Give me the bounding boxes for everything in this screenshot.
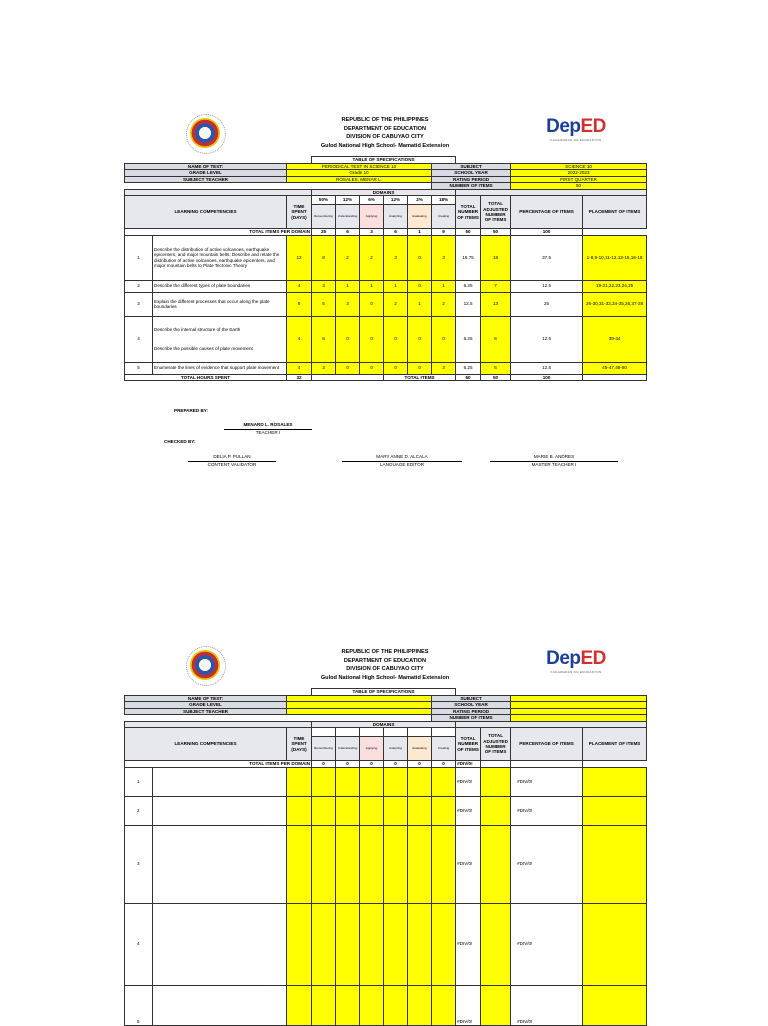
domain-count: 3 <box>312 362 336 374</box>
total-number-header: TOTAL NUMBER OF ITEMS <box>456 196 481 229</box>
time-spent-header: TIME SPENT (DAYS) <box>287 196 312 229</box>
row-number: 5 <box>125 362 153 374</box>
percentage: #DIV/0! <box>511 825 583 903</box>
domain-total: 0 <box>384 761 408 768</box>
total-items-per-domain-label: TOTAL ITEMS PER DOMAIN <box>125 229 312 236</box>
label-rating-period: RATING PERIOD <box>432 708 511 715</box>
deped-logo: DepED KAGAWARAN NG EDUKASYON <box>544 648 608 674</box>
domain-count: 1 <box>408 292 432 316</box>
placement: 45-47,48-50 <box>583 362 647 374</box>
tos-page-1 <box>124 112 646 467</box>
domain-count: 3 <box>312 280 336 292</box>
domain-count: 0 <box>432 316 456 362</box>
total-items-value: 50 <box>456 374 481 381</box>
domain-name: Remembering <box>312 205 336 229</box>
header-line: REPUBLIC OF THE PHILIPPINES <box>341 649 429 655</box>
domain-count: 0 <box>408 362 432 374</box>
percentage: 37.5 <box>511 235 583 280</box>
percentage: 12.5 <box>511 362 583 374</box>
learning-competencies-header: LEARNING COMPETENCIES <box>125 728 287 761</box>
percentage: #DIV/0! <box>511 796 583 825</box>
domain-count: 0 <box>384 362 408 374</box>
header-line: DIVISION OF CABUYAO CITY <box>346 134 424 140</box>
total-number: #DIV/0! <box>456 985 481 1025</box>
total-adjusted-value: 50 <box>481 374 511 381</box>
domain-count: 5 <box>312 292 336 316</box>
domain-count: 0 <box>360 316 384 362</box>
competency-text: Describe the different types of plate boundaries <box>153 280 287 292</box>
adjusted-number: 6 <box>481 362 511 374</box>
time-spent: 12 <box>287 235 312 280</box>
table-row <box>125 362 647 374</box>
table-row <box>125 796 647 825</box>
checker-title: LANGUAGE EDITOR <box>379 462 425 467</box>
total-items-label: TOTAL ITEMS <box>384 374 456 381</box>
prepared-by-label: PREPARED BY: <box>174 408 209 413</box>
domain-name: Analyzing <box>384 205 408 229</box>
domain-count: 0 <box>408 316 432 362</box>
domain-count: 2 <box>432 292 456 316</box>
domain-count: 2 <box>360 235 384 280</box>
total-hours-value: 32 <box>287 374 312 381</box>
competency-text: Explain the different processes that occur along the plate boundaries <box>153 292 287 316</box>
school-year-value: 2022-2023 <box>511 170 647 177</box>
row-number: 3 <box>125 825 153 903</box>
document-header <box>124 644 646 688</box>
domain-total: 1 <box>408 229 432 236</box>
tos-page-2 <box>124 644 646 1026</box>
row-number: 1 <box>125 235 153 280</box>
table-row <box>125 903 647 985</box>
label-subject: SUBJECT <box>432 163 511 170</box>
domain-total: #DIV/0! <box>456 761 481 768</box>
table-row <box>125 280 647 292</box>
domain-count: 2 <box>336 235 360 280</box>
percentage-header: PERCENTAGE OF ITEMS <box>511 728 583 761</box>
total-number: 6.25 <box>456 362 481 374</box>
domain-name: Analyzing <box>384 737 408 761</box>
domain-count: 0 <box>360 362 384 374</box>
tos-table-1 <box>124 156 647 381</box>
domain-count: 3 <box>336 292 360 316</box>
adjusted-number: 13 <box>481 292 511 316</box>
number-of-items-value: 50 <box>511 183 647 190</box>
header-line: REPUBLIC OF THE PHILIPPINES <box>341 117 429 123</box>
label-subject-teacher: SUBJECT TEACHER <box>125 708 287 715</box>
label-rating-period: RATING PERIOD <box>432 176 511 183</box>
domain-count: 0 <box>384 316 408 362</box>
table-row <box>125 316 647 362</box>
domain-total: 0 <box>360 761 384 768</box>
document-header <box>124 112 646 156</box>
row-number: 3 <box>125 292 153 316</box>
label-subject-teacher: SUBJECT TEACHER <box>125 176 287 183</box>
table-row <box>125 292 647 316</box>
domain-total: 6 <box>384 229 408 236</box>
domain-name: Remembering <box>312 737 336 761</box>
domain-count: 3 <box>384 235 408 280</box>
header-line: DIVISION OF CABUYAO CITY <box>346 666 424 672</box>
deped-tagline: KAGAWARAN NG EDUKASYON <box>550 670 602 674</box>
time-spent: 4 <box>287 316 312 362</box>
adjusted-number: 6 <box>481 316 511 362</box>
competency-line: Describe the possible causes of plate movement <box>154 346 253 351</box>
row-number: 2 <box>125 796 153 825</box>
total-percentage-value: 100 <box>511 374 583 381</box>
total-number: #DIV/0! <box>456 903 481 985</box>
domain-total: 100 <box>511 229 583 236</box>
rating-period-value: FIRST QUARTER <box>511 176 647 183</box>
learning-competencies-header: LEARNING COMPETENCIES <box>125 196 287 229</box>
domain-name: Evaluating <box>408 737 432 761</box>
time-spent-header: TIME SPENT (DAYS) <box>287 728 312 761</box>
total-number: 6.25 <box>456 280 481 292</box>
domain-total: 25 <box>312 229 336 236</box>
competency-text: Describe the distribution of active volcanoes, earthquake epicenters, and major mountain belts; Describe and relate the distribution of active volcanoes, earthquake epicenters, and major mountain belts to Plate Tectonic Theory <box>153 235 287 280</box>
label-school-year: SCHOOL YEAR <box>432 170 511 177</box>
preparer-name: MENARD L. ROSALES <box>243 422 293 427</box>
domain-count: 2 <box>384 292 408 316</box>
table-row <box>125 235 647 280</box>
domain-pct: 2% <box>408 196 432 205</box>
domain-total: 0 <box>312 761 336 768</box>
domain-count: 8 <box>312 235 336 280</box>
domain-total: 6 <box>336 229 360 236</box>
domain-total: 9 <box>432 229 456 236</box>
subject-teacher-value: ROSALES, MENAR L. <box>287 176 432 183</box>
total-number: 6.25 <box>456 316 481 362</box>
domain-name: Understanding <box>336 737 360 761</box>
total-number: 18.75 <box>456 235 481 280</box>
total-number: #DIV/0! <box>456 825 481 903</box>
placement-header: PLACEMENT OF ITEMS <box>583 728 647 761</box>
header-line: DEPARTMENT OF EDUCATION <box>343 125 427 132</box>
row-number: 1 <box>125 767 153 796</box>
total-number: #DIV/0! <box>456 767 481 796</box>
domain-count: 0 <box>336 362 360 374</box>
tos-table-2 <box>124 688 647 1026</box>
percentage: 25 <box>511 292 583 316</box>
label-number-of-items: NUMBER OF ITEMS <box>432 715 511 722</box>
competency-text <box>153 316 287 362</box>
placement: 1-8,9-10,11-12,13-15,16-18 <box>583 235 647 280</box>
competency-text: Enumerate the lines of evidence that support plate movement <box>153 362 287 374</box>
time-spent: 4 <box>287 362 312 374</box>
label-grade-level: GRADE LEVEL <box>125 170 287 177</box>
adjusted-number: 18 <box>481 235 511 280</box>
domain-count: 3 <box>432 235 456 280</box>
row-number: 2 <box>125 280 153 292</box>
checker-name: DELIA P. PULLAN <box>213 454 251 459</box>
header-line: Gulod National High School- Mamatid Extension <box>320 674 450 681</box>
row-number: 4 <box>125 316 153 362</box>
domain-name: Understanding <box>336 205 360 229</box>
label-name-of-test: NAME OF TEST: <box>125 695 287 702</box>
total-number: #DIV/0! <box>456 796 481 825</box>
total-items-per-domain-label: TOTAL ITEMS PER DOMAIN <box>125 761 312 768</box>
domain-total: 50 <box>481 229 511 236</box>
grade-level-value: Grade 10 <box>287 170 432 177</box>
checker-title: MASTER TEACHER I <box>531 462 577 467</box>
placement: 19-21,22,23,24,25 <box>583 280 647 292</box>
placement-header: PLACEMENT OF ITEMS <box>583 196 647 229</box>
deped-logo: DepED KAGAWARAN NG EDUKASYON <box>544 116 608 142</box>
subject-value: SCIENCE 10 <box>511 163 647 170</box>
domain-count: 0 <box>336 316 360 362</box>
domain-pct: 12% <box>384 196 408 205</box>
domains-header: DOMAINS <box>312 721 456 728</box>
total-number: 12.5 <box>456 292 481 316</box>
label-grade-level: GRADE LEVEL <box>125 702 287 709</box>
domain-total: 0 <box>408 761 432 768</box>
name-of-test-value: PERIODICAL TEST IN SCIENCE 10 <box>287 163 432 170</box>
domain-name: Applying <box>360 737 384 761</box>
row-number: 4 <box>125 903 153 985</box>
checker-name: MARIE B. ANDRES <box>533 454 575 459</box>
domain-name: Applying <box>360 205 384 229</box>
label-school-year: SCHOOL YEAR <box>432 702 511 709</box>
domain-total: 0 <box>432 761 456 768</box>
domain-total: 50 <box>456 229 481 236</box>
preparer-title: TEACHER I <box>255 430 281 435</box>
percentage: #DIV/0! <box>511 767 583 796</box>
placement: 39-44 <box>583 316 647 362</box>
table-row <box>125 985 647 1025</box>
total-hours-spent-label: TOTAL HOURS SPENT <box>125 374 287 381</box>
placement: 26-30,31-33,34-35,36,37-38 <box>583 292 647 316</box>
domain-count: 3 <box>432 362 456 374</box>
table-title: TABLE OF SPECIFICATIONS <box>312 689 456 696</box>
domain-name: Evaluating <box>408 205 432 229</box>
domain-pct: 12% <box>336 196 360 205</box>
row-number: 5 <box>125 985 153 1025</box>
table-row <box>125 825 647 903</box>
domain-count: 0 <box>408 280 432 292</box>
domain-count: 0 <box>360 292 384 316</box>
total-adjusted-header: TOTAL ADJUSTED NUMBER OF ITEMS <box>481 728 511 761</box>
domains-header: DOMAINS <box>312 189 456 196</box>
domain-pct: 18% <box>432 196 456 205</box>
domain-pct: 50% <box>312 196 336 205</box>
percentage: #DIV/0! <box>511 903 583 985</box>
checked-by-label: CHECKED BY: <box>164 439 196 444</box>
domain-name: Creating <box>432 205 456 229</box>
adjusted-number: 7 <box>481 280 511 292</box>
time-spent: 8 <box>287 292 312 316</box>
header-line: Gulod National High School- Mamatid Extension <box>320 142 450 149</box>
table-title: TABLE OF SPECIFICATIONS <box>312 157 456 164</box>
domain-total: 3 <box>360 229 384 236</box>
total-adjusted-header: TOTAL ADJUSTED NUMBER OF ITEMS <box>481 196 511 229</box>
percentage: 12.5 <box>511 280 583 292</box>
percentage: #DIV/0! <box>511 985 583 1025</box>
time-spent: 4 <box>287 280 312 292</box>
deped-tagline: KAGAWARAN NG EDUKASYON <box>550 138 602 142</box>
label-subject: SUBJECT <box>432 695 511 702</box>
domain-count: 6 <box>312 316 336 362</box>
checker-title: CONTENT VALIDATOR <box>207 462 257 467</box>
label-name-of-test: NAME OF TEST: <box>125 163 287 170</box>
domain-count: 1 <box>336 280 360 292</box>
checker-name: MARY ANNE D. ALCALA <box>376 454 428 459</box>
domain-count: 1 <box>432 280 456 292</box>
domain-total: 0 <box>336 761 360 768</box>
domain-count: 1 <box>360 280 384 292</box>
percentage: 12.5 <box>511 316 583 362</box>
domain-count: 0 <box>408 235 432 280</box>
table-row <box>125 767 647 796</box>
label-number-of-items: NUMBER OF ITEMS <box>432 183 511 190</box>
competency-line: Describe the internal structure of the Earth <box>154 326 241 332</box>
total-number-header: TOTAL NUMBER OF ITEMS <box>456 728 481 761</box>
header-line: DEPARTMENT OF EDUCATION <box>343 657 427 664</box>
percentage-header: PERCENTAGE OF ITEMS <box>511 196 583 229</box>
domain-pct: 6% <box>360 196 384 205</box>
domain-name: Creating <box>432 737 456 761</box>
domain-count: 1 <box>384 280 408 292</box>
